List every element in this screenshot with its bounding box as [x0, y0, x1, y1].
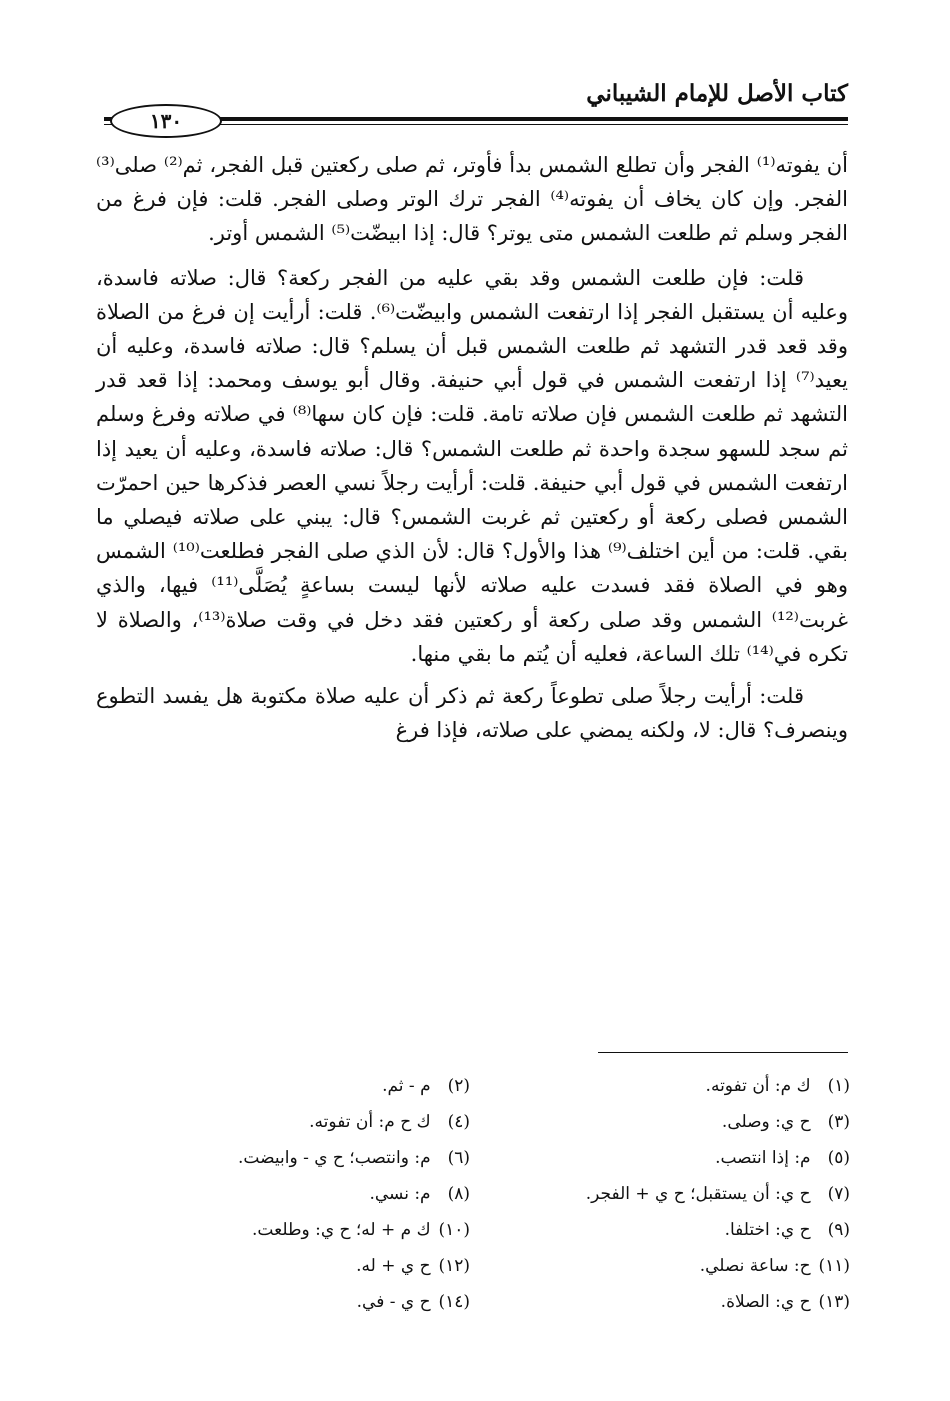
footnote-text: ح ي: أن يستقبل؛ ح ي + الفجر.: [585, 1184, 811, 1204]
footnote-number: (٨): [447, 1184, 470, 1204]
footnote-number: (١٣): [818, 1292, 850, 1312]
footnote-text: ح ي: اختلفا.: [724, 1220, 811, 1240]
footnote-number: (٩): [827, 1220, 850, 1240]
footnote-text: م: إذا انتصب.: [715, 1148, 811, 1168]
footnote: [500, 1104, 850, 1140]
running-header-title: كتاب الأصل للإمام الشيباني: [586, 80, 848, 107]
footnote-text: ح ي - في.: [356, 1292, 431, 1312]
footnote-text: م - ثم.: [382, 1076, 431, 1096]
paragraph: قلت: أرأيت رجلاً صلى تطوعاً ركعة ثم ذكر أن عليه صلاة مكتوبة هل يفسد التطوع وينصرف؟ قال: لا، ولكنه يمضي على صلاته، فإذا فرغ: [96, 684, 848, 743]
footnote-text: م: وانتصب؛ ح ي - وابيضت.: [238, 1148, 431, 1168]
footnote-number: (١٠): [438, 1220, 470, 1240]
main-text: [96, 148, 848, 755]
footnote: [120, 1212, 470, 1248]
footnote: [120, 1284, 470, 1320]
footnote-text: ك م: أن تفوته.: [705, 1076, 811, 1096]
footnote-text: ك ح م: أن تفوته.: [309, 1112, 431, 1132]
footnote-text: ك م + له؛ ح ي: وطلعت.: [252, 1220, 431, 1240]
footnote-number: (١٤): [438, 1292, 470, 1312]
footnote: [120, 1248, 470, 1284]
footnote-number: (٦): [447, 1148, 470, 1168]
footnote: [500, 1284, 850, 1320]
footnote-separator: [598, 1052, 848, 1053]
footnote-number: (٣): [827, 1112, 850, 1132]
footnotes-right-column: [500, 1068, 850, 1320]
footnote-number: (٧): [827, 1184, 850, 1204]
paragraph: قلت: فإن طلعت الشمس وقد بقي عليه من الفجر ركعة؟ قال: صلاته فاسدة، وعليه أن يستقبل الفجر إذا ارتفعت الشمس وابيضّت⁽⁶⁾. قلت: أرأيت إن فرغ من الصلاة وقد قعد قدر التشهد ثم طلعت الشمس قبل أن يسلم؟ قال: صلاته فاسدة، وعليه أن يعيد⁽⁷⁾ إذا ارتفعت الشمس في قول أبي حنيفة. وقال أبو يوسف ومحمد: إذا قعد قدر التشهد ثم طلعت الشمس فإن صلاته تامة. قلت: فإن كان سها⁽⁸⁾ في صلاته وفرغ وسلم ثم سجد للسهو سجدة واحدة ثم طلعت الشمس؟ قال: صلاته فاسدة، وعليه أن يعيد إذا ارتفعت الشمس في قول أبي حنيفة. قلت: أرأيت رجلاً نسي العصر فذكرها حين احمرّت الشمس فصلى ركعة أو ركعتين ثم غربت الشمس؟ قال: يبني على صلاته فيصلي ما بقي. قلت: من أين اختلف⁽⁹⁾ هذا والأول؟ قال: لأن الذي صلى الفجر فطلعت⁽¹⁰⁾ الشمس وهو في الصلاة فقد فسدت عليه صلاته لأنها ليست بساعةٍ يُصَلَّى⁽¹¹⁾ فيها، والذي غربت⁽¹²⁾ الشمس وقد صلى ركعة أو ركعتين فقد دخل في وقت صلاة⁽¹³⁾، والصلاة لا تكره في⁽¹⁴⁾ تلك الساعة، فعليه أن يُتم ما بقي منها.: [96, 265, 849, 666]
footnote-text: ح ي: وصلى.: [721, 1112, 811, 1132]
footnote-number: (٥): [827, 1148, 850, 1168]
footnote-text: ح ي + له.: [356, 1256, 431, 1276]
page-number-badge: ١٣٠: [110, 104, 222, 138]
footnote-text: ح ي: الصلاة.: [720, 1292, 811, 1312]
footnote: [500, 1212, 850, 1248]
footnote: [500, 1176, 850, 1212]
footnote: [120, 1104, 470, 1140]
footnote: [500, 1140, 850, 1176]
footnotes-left-column: [120, 1068, 470, 1320]
footnote: [120, 1140, 470, 1176]
footnote-number: (٢): [447, 1076, 470, 1096]
footnote-number: (١): [827, 1076, 850, 1096]
footnote-text: م: نسي.: [369, 1184, 431, 1204]
footnote-number: (١١): [818, 1256, 850, 1276]
footnote: [500, 1248, 850, 1284]
paragraph: أن يفوته⁽¹⁾ الفجر وأن تطلع الشمس بدأ فأوتر، ثم صلى ركعتين قبل الفجر، ثم⁽²⁾ صلى⁽³⁾ الفجر. وإن كان يخاف أن يفوته⁽⁴⁾ الفجر ترك الوتر وصلى الفجر. قلت: فإن فرغ من الفجر وسلم ثم طلعت الشمس متى يوتر؟ قال: إذا ابيضّت⁽⁵⁾ الشمس أوتر.: [96, 153, 848, 246]
footnote: [120, 1068, 470, 1104]
footnote: [120, 1176, 470, 1212]
footnote-number: (١٢): [438, 1256, 470, 1276]
footnote-number: (٤): [447, 1112, 470, 1132]
footnote-text: ح: ساعة نصلي.: [699, 1256, 811, 1276]
footnote: [500, 1068, 850, 1104]
